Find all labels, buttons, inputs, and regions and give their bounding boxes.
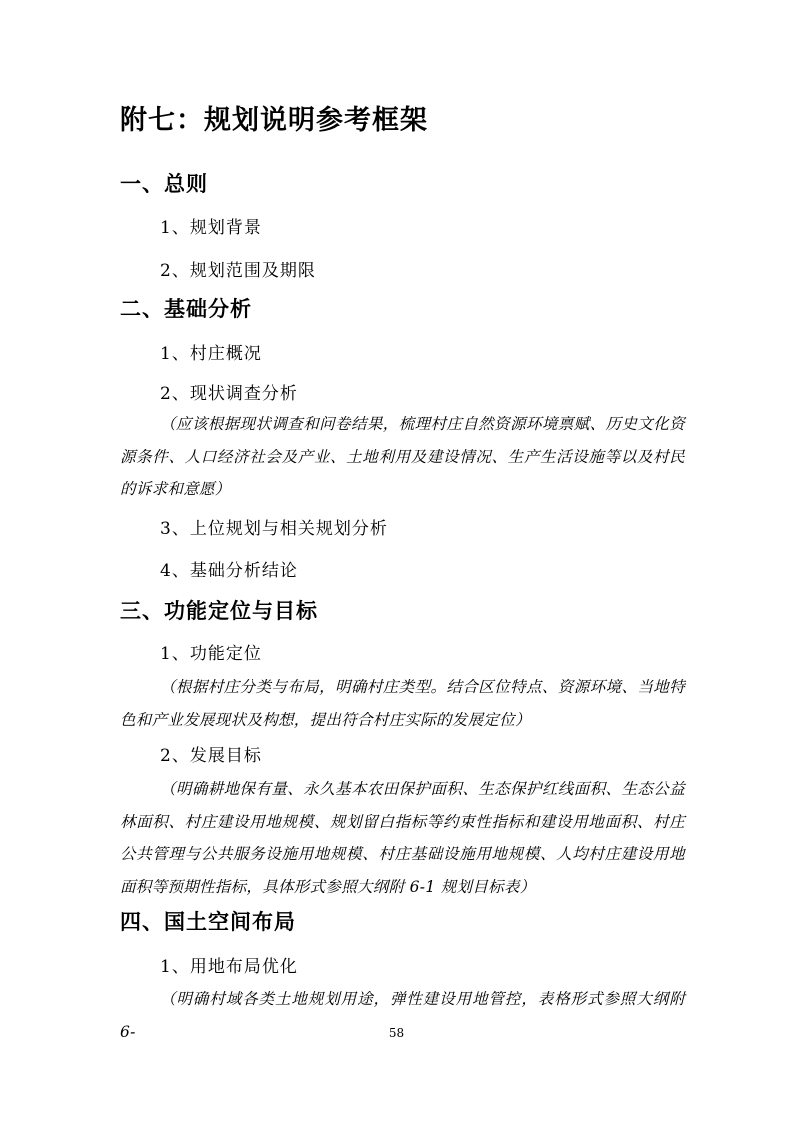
list-item: 3、上位规划与相关规划分析 xyxy=(160,519,388,539)
list-item: 1、规划背景 xyxy=(160,218,262,238)
list-item: 1、功能定位 xyxy=(160,644,262,664)
section-heading-general: 一、总则 xyxy=(120,172,208,196)
page-title: 附七：规划说明参考框架 xyxy=(120,105,428,136)
page-number: 58 xyxy=(388,1026,405,1040)
note-paragraph: （应该根据现状调查和问卷结果，梳理村庄自然资源环境禀赋、历史文化资源条件、人口经济社会及产业、土地利用及建设情况、生产生活设施等以及村民的诉求和意愿） xyxy=(120,415,685,498)
note-paragraph: （明确耕地保有量、永久基本农田保护面积、生态保护红线面积、生态公益林面积、村庄建设用地规模、规划留白指标等约束性指标和建设用地面积、村庄公共管理与公共服务设施用地规模、村庄基础设施用地规模、人均村庄建设用地面积等预期性指标，具体形式参照大纲附 6-1 规划目标表） xyxy=(120,780,685,896)
list-item: 2、现状调查分析 xyxy=(160,384,298,404)
section-heading-spatial-layout: 四、国土空间布局 xyxy=(120,910,296,934)
list-item: 2、发展目标 xyxy=(160,746,262,766)
list-item: 1、用地布局优化 xyxy=(160,957,298,977)
list-item: 1、村庄概况 xyxy=(160,344,262,364)
list-item: 4、基础分析结论 xyxy=(160,561,298,581)
section-heading-basic-analysis: 二、基础分析 xyxy=(120,297,252,321)
list-item: 2、规划范围及期限 xyxy=(160,261,316,281)
note-paragraph: （根据村庄分类与布局，明确村庄类型。结合区位特点、资源环境、当地特色和产业发展现状及构想，提出符合村庄实际的发展定位） xyxy=(120,678,685,729)
note-paragraph: （明确村域各类土地规划用途，弹性建设用地管控，表格形式参照大纲附 6- xyxy=(120,990,685,1041)
section-heading-positioning: 三、功能定位与目标 xyxy=(120,599,318,623)
